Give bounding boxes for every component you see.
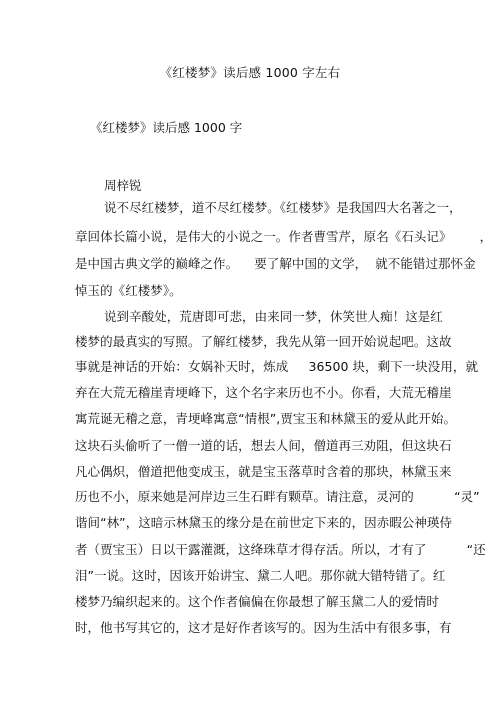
body-line: 这块石头偷听了一僧一道的话，想去人间，僧道再三劝阻，但这块石 xyxy=(75,438,452,453)
body-line: 是中国古典文学的巅峰之作。 要了解中国的文学， 就不能错过那怀金 xyxy=(75,256,476,271)
body-line: 悼玉的《红楼梦》。 xyxy=(75,283,182,298)
body-line: 历也不小，原来她是河岸边三生石畔有颗草。请注意，灵河的 “灵” xyxy=(75,489,480,504)
body-line: 寓荒诞无稽之意，青埂峰寓意“情根”,贾宝玉和林黛玉的爱从此开始。 xyxy=(75,411,457,426)
body-line: 凡心偶炽，僧道把他变成玉，就是宝玉落草时含着的那块，林黛玉来 xyxy=(75,464,452,479)
body-line: 弃在大荒无稽崖青埂峰下，这个名字来历也不小。你看，大荒无稽崖 xyxy=(75,385,452,400)
body-line: 事就是神话的开始：女娲补天时，炼成 36500 块，剩下一块没用，就 xyxy=(75,359,479,374)
document-title: 《红楼梦》读后感 1000 字左右 xyxy=(159,65,341,80)
body-line: 时，他书写其它的，这才是好作者该写的。因为生活中有很多事，有 xyxy=(75,620,452,635)
body-line: 章回体长篇小说，是伟大的小说之一。作者曹雪芹，原名《石头记》 ， xyxy=(75,229,493,244)
body-line: 楼梦乃编织起来的。这个作者偏偏在你最想了解玉黛二人的爱情时 xyxy=(75,594,439,609)
body-line: 谐间“林”，这暗示林黛玉的缘分是在前世定下来的，因赤暇公神瑛侍 xyxy=(75,515,453,530)
body-line: 者（贾宝玉）日以干露灌溉，这绛珠草才得存活。所以，才有了 “还 xyxy=(75,542,486,557)
author-name: 周梓锐 xyxy=(104,178,142,193)
body-line: 楼梦的最真实的写照。了解红楼梦，我先从第一回开始说起吧。这故 xyxy=(75,334,452,349)
document-subtitle: 《红楼梦》读后感 1000 字 xyxy=(90,120,243,135)
body-line: 说到辛酸处，荒唐即可悲，由来同一梦，休笑世人痴！这是红 xyxy=(104,309,443,324)
body-line: 泪”一说。这时，因该开始讲宝、黛二人吧。那你就大错特错了。红 xyxy=(75,568,446,583)
body-line: 说不尽红楼梦，道不尽红楼梦。《红楼梦》是我国四大名著之一， xyxy=(104,200,462,215)
